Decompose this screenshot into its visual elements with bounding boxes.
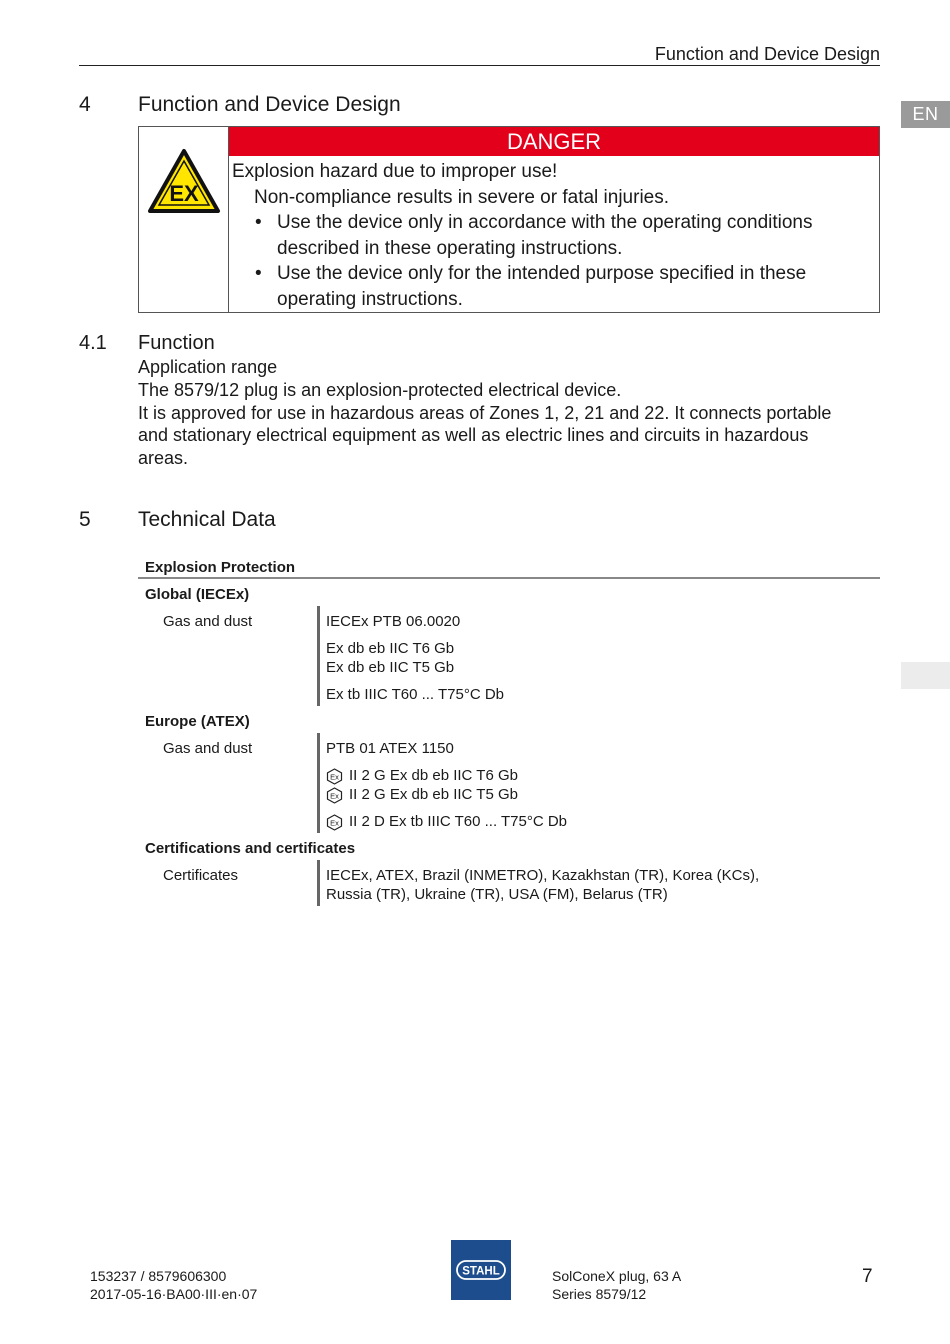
language-tab: EN (901, 101, 950, 128)
global-cert: IECEx PTB 06.0020 (326, 613, 461, 630)
certificates-line: Russia (TR), Ukraine (TR), USA (FM), Belarus (TR) (326, 886, 668, 903)
certifications-heading: Certifications and certificates (145, 840, 356, 857)
global-label: Gas and dust (163, 613, 253, 630)
table-heading: Explosion Protection (145, 559, 296, 576)
value-bar (317, 860, 320, 906)
bullet-dot: • (255, 212, 262, 233)
danger-label: DANGER (229, 127, 879, 156)
ex-warning-triangle-icon (147, 148, 221, 214)
ex-hexagon-icon (326, 768, 343, 785)
page-number: 7 (862, 1266, 873, 1287)
global-dust: Ex tb IIIC T60 ... T75°C Db (326, 686, 505, 703)
value-bar (317, 733, 320, 833)
section-4-number: 4 (79, 93, 91, 116)
ex-symbol-text: Ex (330, 772, 339, 782)
table-rule (138, 577, 880, 579)
bullet-line: Use the device only in accordance with the operating conditions (277, 212, 813, 233)
europe-dust-row (326, 813, 567, 831)
application-range-heading: Application range (138, 357, 278, 377)
danger-hazard: Explosion hazard due to improper use! (232, 161, 558, 182)
danger-bullet (232, 261, 872, 312)
section-5-title: Technical Data (138, 508, 276, 531)
side-marker (901, 662, 950, 689)
product-series: Series 8579/12 (552, 1285, 647, 1302)
application-range-text (138, 379, 880, 469)
danger-notice (138, 126, 880, 313)
europe-cert: PTB 01 ATEX 1150 (326, 740, 454, 757)
stahl-logo-mark (451, 1240, 511, 1300)
value-bar (317, 606, 320, 706)
ex-symbol-text: Ex (330, 791, 339, 801)
section-4-title: Function and Device Design (138, 93, 401, 116)
europe-label: Gas and dust (163, 740, 253, 757)
section-5-number: 5 (79, 508, 91, 531)
bullet-line: described in these operating instructions. (277, 237, 623, 259)
danger-text (232, 159, 872, 312)
paragraph-line: It is approved for use in hazardous areas of Zones 1, 2, 21 and 22. It connects portable (138, 402, 832, 423)
ex-hexagon-icon (326, 787, 343, 804)
europe-dust: II 2 D Ex tb IIIC T60 ... T75°C Db (349, 813, 568, 830)
running-header: Function and Device Design (654, 44, 880, 64)
paragraph-line: The 8579/12 plug is an explosion-protected electrical device. (138, 380, 622, 400)
europe-mark: II 2 G Ex db eb IIC T6 Gb (349, 767, 518, 784)
europe-mark-row (326, 786, 518, 804)
header-rule (79, 65, 880, 66)
section-4-1-title: Function (138, 332, 215, 354)
doc-date: 2017-05-16·BA00·III·en·07 (90, 1285, 258, 1302)
footer-doc-info (90, 1268, 257, 1303)
europe-mark: II 2 G Ex db eb IIC T5 Gb (349, 786, 518, 803)
danger-icon-cell (139, 127, 229, 312)
bullet-line: Use the device only for the intended purpose specified in these (277, 263, 807, 284)
bullet-dot: • (255, 263, 262, 284)
bullet-line: operating instructions. (277, 288, 463, 310)
doc-number: 153237 / 8579606300 (90, 1268, 227, 1284)
global-heading: Global (IECEx) (145, 586, 250, 603)
svg-text:EX: EX (169, 181, 199, 206)
product-name: SolConeX plug, 63 A (552, 1268, 682, 1284)
global-mark: Ex db eb IIC T6 Gb (326, 640, 455, 657)
europe-mark-row (326, 767, 518, 785)
ex-hexagon-icon (326, 814, 343, 831)
paragraph-line: areas. (138, 447, 189, 468)
danger-consequence: Non-compliance results in severe or fatal injuries. (254, 186, 670, 208)
section-4-1-number: 4.1 (79, 332, 107, 354)
logo-text: STAHL (462, 1265, 500, 1278)
europe-heading: Europe (ATEX) (145, 713, 250, 730)
global-mark: Ex db eb IIC T5 Gb (326, 659, 455, 676)
danger-bullet (232, 210, 872, 261)
paragraph-line: and stationary electrical equipment as well as electric lines and circuits in hazardous (138, 425, 809, 445)
stahl-logo (451, 1240, 511, 1300)
footer-product-info (552, 1268, 681, 1303)
certificates-line: IECEx, ATEX, Brazil (INMETRO), Kazakhstan (TR), Korea (KCs), (326, 867, 760, 884)
ex-symbol-text: Ex (330, 818, 339, 828)
certificates-label: Certificates (163, 867, 239, 884)
